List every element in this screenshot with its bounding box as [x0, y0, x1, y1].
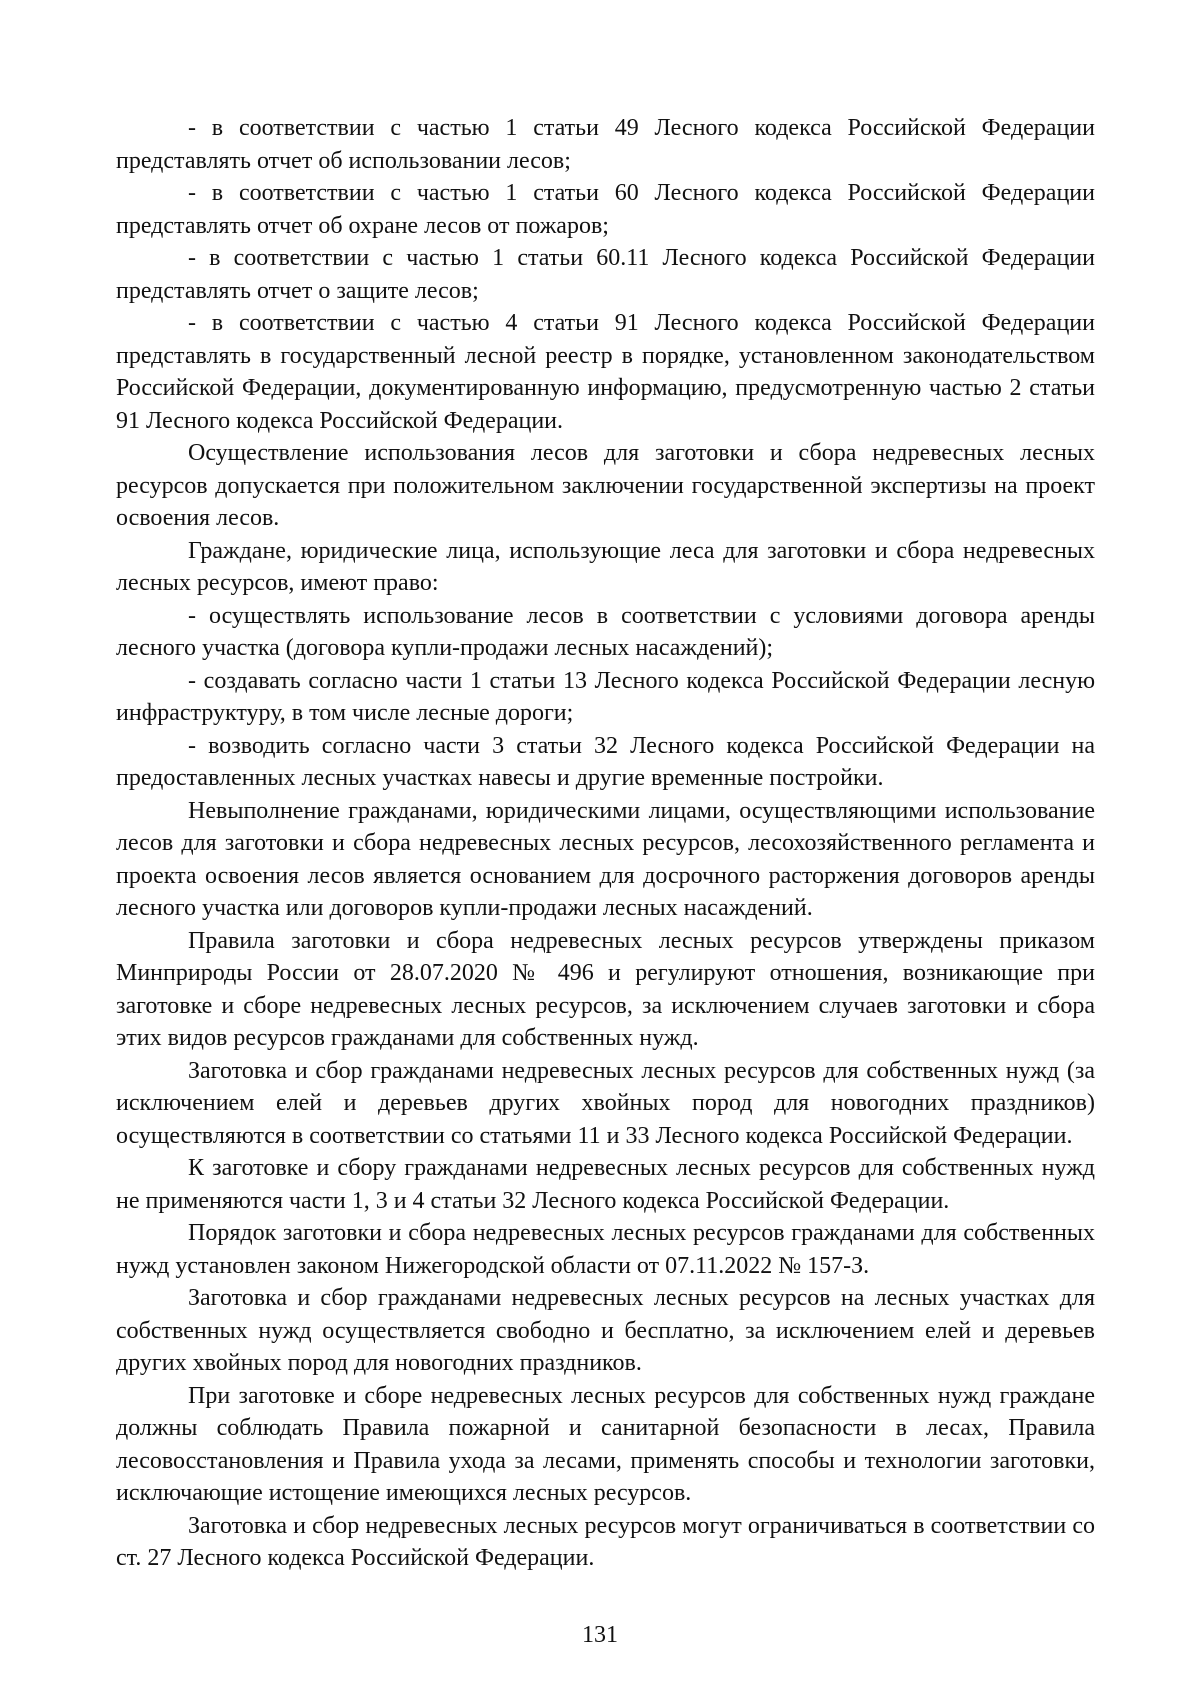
paragraph: - осуществлять использование лесов в соответствии с условиями договора аренды лесного участка (договора купли-продажи лесных насаждений); — [116, 602, 1095, 661]
paragraph: Невыполнение гражданами, юридическими лицами, осуществляющими использование лесов для заготовки и сбора недревесных лесных ресурсов, лесохозяйственного регламента и проекта освоения лесов является основанием для досрочного расторжения договоров аренды лесного участка или договоров купли-продажи лесных насаждений. — [116, 797, 1095, 921]
paragraph: Заготовка и сбор гражданами недревесных лесных ресурсов на лесных участках для собственных нужд осуществляется свободно и бесплатно, за исключением елей и деревьев других хвойных пород для новогодних праздников. — [116, 1285, 1095, 1376]
paragraph: Заготовка и сбор недревесных лесных ресурсов могут ограничиваться в соответствии со ст. 27 Лесного кодекса Российской Федерации. — [116, 1512, 1095, 1571]
paragraph: - в соответствии с частью 1 статьи 49 Лесного кодекса Российской Федерации представлять отчет об использовании лесов; — [116, 115, 1095, 174]
paragraph: Правила заготовки и сбора недревесных лесных ресурсов утверждены приказом Минприроды России от 28.07.2020 № 496 и регулируют отношения, возникающие при заготовке и сборе недревесных лесных ресурсов, за исключением случаев заготовки и сбора этих видов ресурсов гражданами для собственных нужд. — [116, 927, 1095, 1051]
paragraph: Порядок заготовки и сбора недревесных лесных ресурсов гражданами для собственных нужд установлен законом Нижегородской области от 07.11.2022 № 157-З. — [116, 1220, 1095, 1279]
paragraph: - в соответствии с частью 1 статьи 60.11 Лесного кодекса Российской Федерации представлять отчет о защите лесов; — [116, 245, 1095, 304]
paragraph: - в соответствии с частью 1 статьи 60 Лесного кодекса Российской Федерации представлять отчет об охране лесов от пожаров; — [116, 180, 1095, 239]
paragraph: - в соответствии с частью 4 статьи 91 Лесного кодекса Российской Федерации представлять в государственный лесной реестр в порядке, установленном законодательством Российской Федерации, документированную информацию, предусмотренную частью 2 статьи 91 Лесного кодекса Российской Федерации. — [116, 310, 1095, 434]
paragraph: - возводить согласно части 3 статьи 32 Лесного кодекса Российской Федерации на предоставленных лесных участках навесы и другие временные постройки. — [116, 732, 1095, 791]
paragraph: Граждане, юридические лица, использующие леса для заготовки и сбора недревесных лесных ресурсов, имеют право: — [116, 537, 1095, 596]
paragraph: - создавать согласно части 1 статьи 13 Лесного кодекса Российской Федерации лесную инфраструктуру, в том числе лесные дороги; — [116, 667, 1095, 726]
paragraph: Осуществление использования лесов для заготовки и сбора недревесных лесных ресурсов допускается при положительном заключении государственной экспертизы на проект освоения лесов. — [116, 440, 1095, 531]
page-number: 131 — [582, 1622, 618, 1648]
paragraph: Заготовка и сбор гражданами недревесных лесных ресурсов для собственных нужд (за исключением елей и деревьев других хвойных пород для новогодних праздников) осуществляются в соответствии со статьями 11 и 33 Лесного кодекса Российской Федерации. — [116, 1057, 1095, 1149]
paragraph: К заготовке и сбору гражданами недревесных лесных ресурсов для собственных нужд не применяются части 1, 3 и 4 статьи 32 Лесного кодекса Российской Федерации. — [116, 1155, 1095, 1214]
document-body — [116, 112, 1095, 1575]
paragraph: При заготовке и сборе недревесных лесных ресурсов для собственных нужд граждане должны соблюдать Правила пожарной и санитарной безопасности в лесах, Правила лесовосстановления и Правила ухода за лесами, применять способы и технологии заготовки, исключающие истощение имеющихся лесных ресурсов. — [116, 1382, 1095, 1506]
